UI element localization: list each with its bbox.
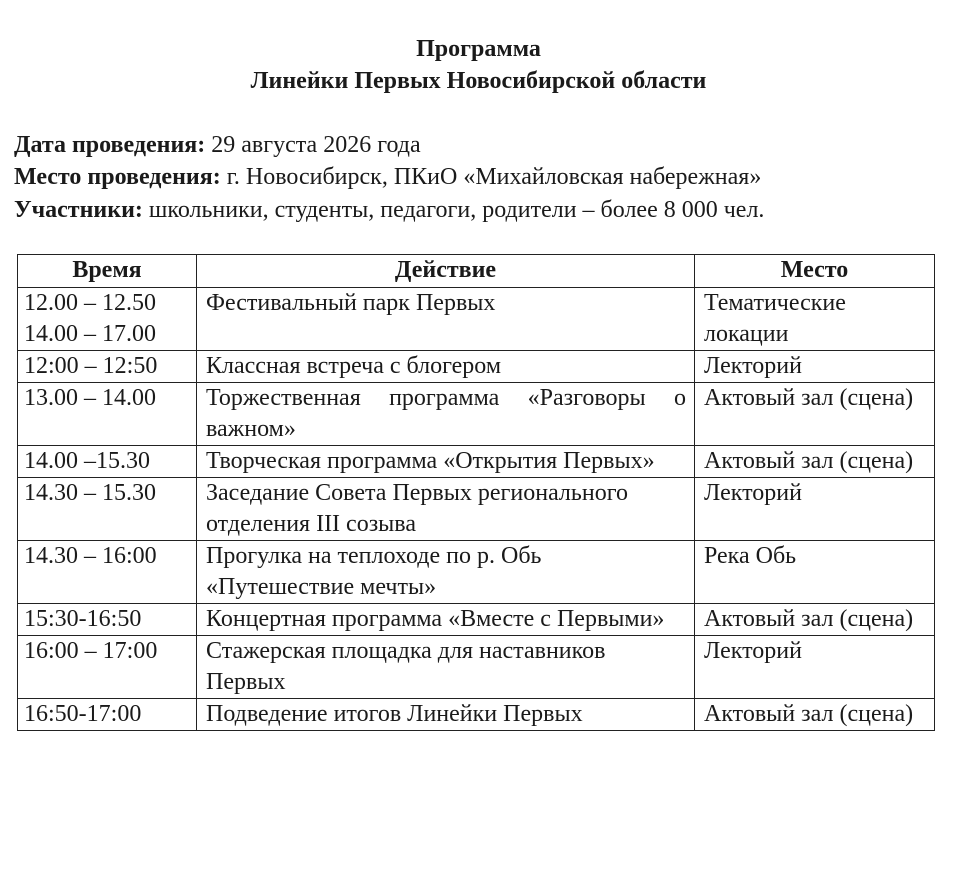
time-value: 14.30 – 16:00 [24, 543, 157, 569]
place-cell: Река Обь [695, 541, 935, 604]
time-cell [18, 699, 197, 731]
header-action: Действие [197, 255, 695, 288]
place-label: Место проведения: [14, 164, 221, 190]
time-value: 15:30-16:50 [24, 606, 142, 632]
time-value: 14.00 – 17.00 [24, 321, 156, 347]
action-cell: Классная встреча с блогером [197, 351, 695, 383]
table-row [18, 446, 935, 478]
time-value: 16:50-17:00 [24, 701, 142, 727]
place-cell: Тематические локации [695, 288, 935, 351]
place-value: г. Новосибирск, ПКиО «Михайловская набережная» [220, 164, 762, 190]
time-value: 16:00 – 17:00 [24, 638, 158, 664]
date-value: 29 августа 2026 года [205, 132, 421, 158]
schedule-table [17, 254, 935, 731]
table-row [18, 541, 935, 604]
time-cell [18, 383, 197, 446]
table-row [18, 383, 935, 446]
table-row [18, 288, 935, 351]
time-value: 12.00 – 12.50 [24, 290, 156, 316]
event-date [14, 130, 421, 160]
time-cell [18, 604, 197, 636]
time-cell [18, 541, 197, 604]
time-value: 14.30 – 15.30 [24, 480, 156, 506]
action-cell: Фестивальный парк Первых [197, 288, 695, 351]
time-value: 14.00 –15.30 [24, 448, 150, 474]
place-cell: Актовый зал (сцена) [695, 446, 935, 478]
place-cell: Лекторий [695, 351, 935, 383]
action-cell: Заседание Совета Первых регионального отделения III созыва [197, 478, 695, 541]
table-row [18, 478, 935, 541]
participants-label: Участники: [14, 197, 143, 223]
table-header-row [18, 255, 935, 288]
time-cell [18, 446, 197, 478]
place-cell: Актовый зал (сцена) [695, 383, 935, 446]
time-cell [18, 351, 197, 383]
header-place: Место [695, 255, 935, 288]
event-place [14, 162, 761, 192]
action-cell: Стажерская площадка для наставников Первых [197, 636, 695, 699]
participants-value: школьники, студенты, педагоги, родители – более 8 000 чел. [142, 197, 765, 223]
table-row [18, 636, 935, 699]
place-cell: Актовый зал (сцена) [695, 604, 935, 636]
place-cell: Лекторий [695, 478, 935, 541]
time-cell [18, 288, 197, 351]
action-cell: Торжественная программа «Разговоры о важном» [197, 383, 695, 446]
table-row [18, 699, 935, 731]
document-subtitle: Линейки Первых Новосибирской области [250, 68, 707, 94]
place-cell: Актовый зал (сцена) [695, 699, 935, 731]
document-title: Программа [416, 36, 541, 62]
event-participants [14, 195, 764, 225]
table-row [18, 604, 935, 636]
time-cell [18, 478, 197, 541]
action-cell: Подведение итогов Линейки Первых [197, 699, 695, 731]
table-row [18, 351, 935, 383]
action-cell: Концертная программа «Вместе с Первыми» [197, 604, 695, 636]
time-value: 13.00 – 14.00 [24, 385, 156, 411]
header-time: Время [18, 255, 197, 288]
place-cell: Лекторий [695, 636, 935, 699]
action-cell: Прогулка на теплоходе по р. Обь «Путешествие мечты» [197, 541, 695, 604]
date-label: Дата проведения: [14, 132, 206, 158]
time-cell [18, 636, 197, 699]
action-cell: Творческая программа «Открытия Первых» [197, 446, 695, 478]
time-value: 12:00 – 12:50 [24, 353, 158, 379]
